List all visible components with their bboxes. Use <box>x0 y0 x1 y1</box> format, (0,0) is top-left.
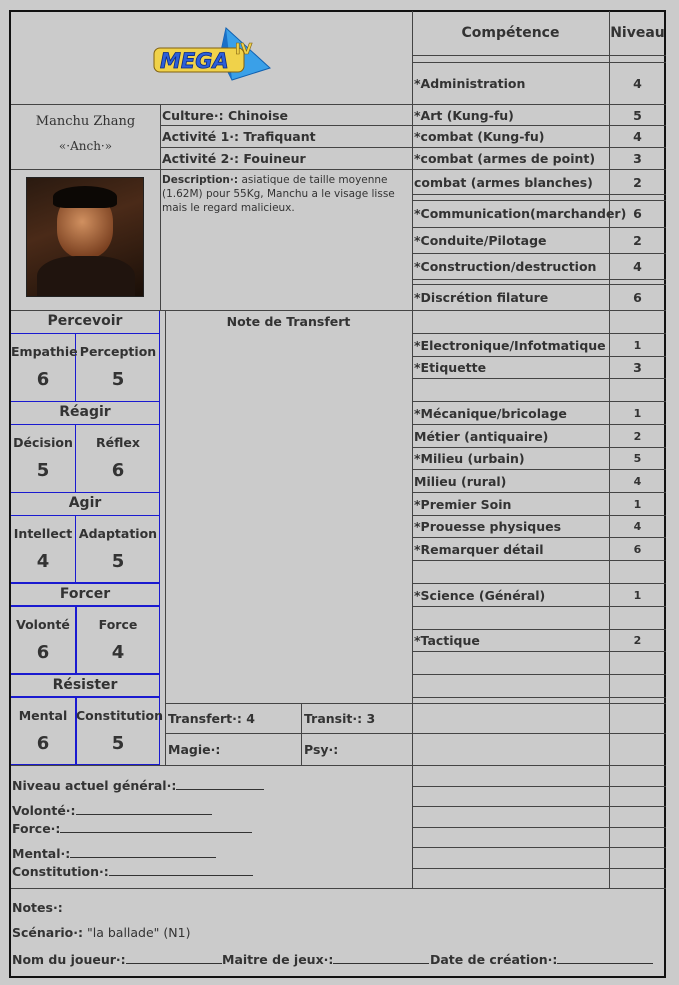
character-portrait <box>26 177 144 297</box>
divider <box>412 447 666 448</box>
skill-name: Métier (antiquaire) <box>414 429 549 444</box>
divider <box>412 104 666 105</box>
divider <box>11 582 160 584</box>
skill-level: 1 <box>633 407 642 420</box>
skill-level: 1 <box>633 589 642 602</box>
attribute-value: 6 <box>111 460 125 481</box>
attribute-group-title: Forcer <box>59 586 111 602</box>
player-name: Nom du joueur·: <box>12 951 222 967</box>
note-title: Note de Transfert <box>226 314 351 329</box>
skill-name: *Milieu (urbain) <box>414 451 525 466</box>
divider <box>412 606 666 607</box>
divider <box>412 253 666 254</box>
divider <box>412 492 666 493</box>
divider <box>11 492 160 493</box>
skill-name: *Science (Général) <box>414 588 546 603</box>
divider <box>11 765 412 766</box>
divider <box>165 310 166 765</box>
skill-name: *Conduite/Pilotage <box>414 233 547 248</box>
skill-level: 3 <box>633 151 642 166</box>
game-master: Maitre de jeux·: <box>222 951 429 967</box>
attribute-value: 5 <box>111 369 125 390</box>
divider <box>412 401 666 402</box>
skill-name: *Remarquer détail <box>414 542 544 557</box>
divider <box>412 200 666 201</box>
divider <box>165 733 412 734</box>
character-name: Manchu Zhang <box>35 114 136 129</box>
divider <box>412 765 666 766</box>
skill-name: combat (armes blanches) <box>414 175 593 190</box>
divider <box>412 806 666 807</box>
skill-name: *Construction/destruction <box>414 259 597 274</box>
attribute-value: 4 <box>36 551 50 572</box>
attribute-name: Intellect <box>13 526 73 541</box>
divider <box>11 888 666 889</box>
divider <box>412 786 666 787</box>
skill-name: *Art (Kung-fu) <box>414 108 514 123</box>
divider <box>412 560 666 561</box>
logo-text: MEGA <box>160 49 229 73</box>
divider <box>412 11 413 888</box>
divider <box>412 227 666 228</box>
attribute-value: 5 <box>36 460 50 481</box>
divider <box>412 356 666 357</box>
divider <box>160 147 412 148</box>
divider <box>11 424 160 425</box>
culture-row: Culture·: Chinoise <box>162 108 289 123</box>
attribute-group-title: Réagir <box>59 404 111 420</box>
skill-level: 2 <box>633 233 642 248</box>
creation-date: Date de création·: <box>430 951 653 967</box>
skill-level: 4 <box>633 129 642 144</box>
force-level: Force·: <box>12 820 252 836</box>
divider <box>412 674 666 675</box>
divider <box>11 515 160 516</box>
skill-name: *Premier Soin <box>414 497 512 512</box>
skill-column-header: Compétence <box>461 25 560 41</box>
divider <box>412 629 666 630</box>
divider <box>412 697 666 698</box>
attribute-name: Constitution <box>76 708 163 723</box>
transfert-value: Transfert·: 4 <box>168 711 255 726</box>
skill-name: *Administration <box>414 76 526 91</box>
skill-level: 6 <box>633 206 642 221</box>
divider <box>412 279 666 280</box>
divider <box>412 703 666 704</box>
divider <box>412 733 666 734</box>
mega-logo <box>152 26 272 84</box>
general-level: Niveau actuel général·: <box>12 777 264 793</box>
attribute-name: Réflex <box>96 435 140 450</box>
divider <box>412 583 666 584</box>
divider <box>165 703 412 704</box>
skill-level: 5 <box>633 108 642 123</box>
mental-level: Mental·: <box>12 845 216 861</box>
skill-level: 3 <box>633 360 642 375</box>
attribute-name: Volonté <box>16 617 70 632</box>
divider <box>412 469 666 470</box>
attribute-value: 4 <box>111 642 125 663</box>
description: Description·: asiatique de taille moyenne (1.62M) pour 55Kg, Manchu a le visage lisse mais le regard malicieux. <box>162 174 395 214</box>
attribute-name: Décision <box>13 435 73 450</box>
divider <box>412 827 666 828</box>
constitution-level: Constitution·: <box>12 863 253 879</box>
skill-level: 2 <box>633 634 642 647</box>
attribute-name: Perception <box>79 344 157 359</box>
divider <box>412 537 666 538</box>
skill-name: *Tactique <box>414 633 480 648</box>
divider <box>412 125 666 126</box>
divider <box>412 651 666 652</box>
divider <box>412 310 666 311</box>
transit-value: Transit·: 3 <box>304 711 376 726</box>
divider <box>412 868 666 869</box>
attribute-group-title: Percevoir <box>47 313 123 329</box>
skill-level: 6 <box>633 290 642 305</box>
skill-level: 6 <box>633 543 642 556</box>
divider <box>412 515 666 516</box>
divider <box>412 847 666 848</box>
attribute-group-title: Résister <box>52 677 118 693</box>
attribute-name: Force <box>98 617 138 632</box>
scenario: Scénario·: "la ballade" (N1) <box>12 925 191 940</box>
skill-level: 4 <box>633 520 642 533</box>
divider <box>412 62 666 63</box>
skill-level: 1 <box>633 339 642 352</box>
divider <box>412 378 666 379</box>
skill-level: 4 <box>633 475 642 488</box>
divider <box>412 284 666 285</box>
divider <box>412 333 666 334</box>
divider <box>412 424 666 425</box>
skill-level: 4 <box>633 76 642 91</box>
magie-label: Magie·: <box>168 742 221 757</box>
activity1-row: Activité 1·: Trafiquant <box>162 129 316 144</box>
psy-label: Psy·: <box>304 742 339 757</box>
volonte-level: Volonté·: <box>12 802 212 818</box>
divider <box>11 333 160 334</box>
divider <box>11 605 160 607</box>
skill-level: 5 <box>633 452 642 465</box>
activity2-row: Activité 2·: Fouineur <box>162 151 306 166</box>
skill-level: 1 <box>633 498 642 511</box>
attribute-value: 6 <box>36 369 50 390</box>
divider <box>160 125 412 126</box>
skill-name: *Discrétion filature <box>414 290 549 305</box>
character-nickname: «·Anch·» <box>58 139 113 153</box>
divider <box>160 104 161 310</box>
level-column-header: Niveau <box>610 25 665 41</box>
attribute-value: 5 <box>111 733 125 754</box>
skill-name: *Mécanique/bricolage <box>414 406 567 421</box>
divider <box>412 169 666 170</box>
divider <box>301 703 302 765</box>
skill-name: *combat (Kung-fu) <box>414 129 545 144</box>
divider <box>11 104 412 105</box>
skill-level: 2 <box>633 175 642 190</box>
divider <box>412 55 666 56</box>
attribute-name: Mental <box>18 708 68 723</box>
divider <box>412 147 666 148</box>
logo-sup: IV <box>235 40 253 58</box>
skill-name: *combat (armes de point) <box>414 151 596 166</box>
attribute-value: 6 <box>36 733 50 754</box>
attribute-value: 5 <box>111 551 125 572</box>
divider <box>11 401 160 402</box>
skill-name: *Prouesse physiques <box>414 519 562 534</box>
divider <box>11 696 160 698</box>
notes-label: Notes·: <box>12 900 63 915</box>
divider <box>11 169 412 170</box>
attribute-name: Empathie <box>11 344 78 359</box>
attribute-group-title: Agir <box>68 495 102 511</box>
skill-name: *Communication(marchander) <box>414 206 627 221</box>
divider <box>412 194 666 195</box>
attribute-name: Adaptation <box>78 526 158 541</box>
skill-name: *Etiquette <box>414 360 487 375</box>
skill-level: 2 <box>633 430 642 443</box>
skill-name: *Electronique/Infotmatique <box>414 338 606 353</box>
skill-name: Milieu (rural) <box>414 474 507 489</box>
skill-level: 4 <box>633 259 642 274</box>
divider <box>11 673 160 675</box>
attribute-value: 6 <box>36 642 50 663</box>
